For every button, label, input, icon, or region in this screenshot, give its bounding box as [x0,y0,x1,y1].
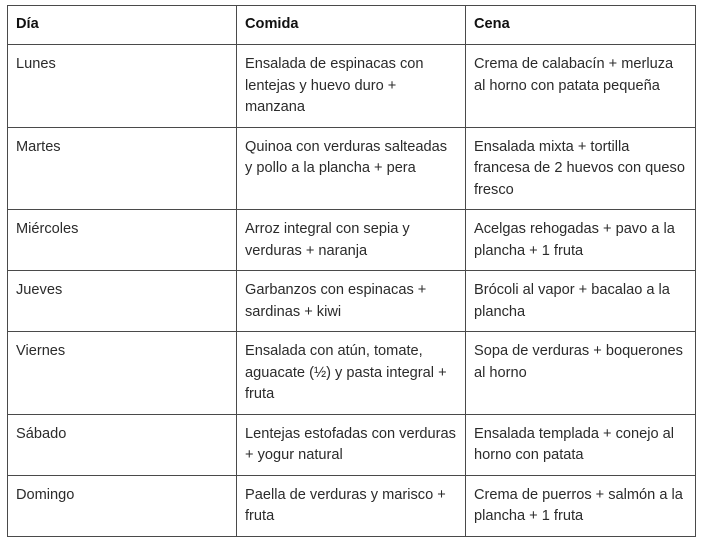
day-cell: Viernes [8,332,237,415]
dinner-cell: Ensalada mixta + tortilla francesa de 2 huevos con queso fresco [466,127,696,210]
lunch-cell: Arroz integral con sepia y verduras + naranja [237,210,466,271]
dinner-cell: Acelgas rehogadas + pavo a la plancha + 1 fruta [466,210,696,271]
day-cell: Jueves [8,271,237,332]
day-cell: Martes [8,127,237,210]
table-row [8,475,696,536]
day-cell: Miércoles [8,210,237,271]
table-body [8,45,696,537]
table-row [8,332,696,415]
lunch-cell: Garbanzos con espinacas + sardinas + kiwi [237,271,466,332]
table-row [8,271,696,332]
header-lunch: Comida [237,6,466,45]
lunch-cell: Lentejas estofadas con verduras + yogur natural [237,414,466,475]
dinner-cell: Crema de puerros + salmón a la plancha + 1 fruta [466,475,696,536]
day-cell: Domingo [8,475,237,536]
table-header [8,6,696,45]
day-cell: Sábado [8,414,237,475]
lunch-cell: Paella de verduras y marisco + fruta [237,475,466,536]
dinner-cell: Crema de calabacín + merluza al horno con patata pequeña [466,45,696,128]
header-row [8,6,696,45]
lunch-cell: Ensalada con atún, tomate, aguacate (½) y pasta integral + fruta [237,332,466,415]
dinner-cell: Sopa de verduras + boquerones al horno [466,332,696,415]
dinner-cell: Brócoli al vapor + bacalao a la plancha [466,271,696,332]
table-row [8,45,696,128]
header-dinner: Cena [466,6,696,45]
header-day: Día [8,6,237,45]
lunch-cell: Quinoa con verduras salteadas y pollo a la plancha + pera [237,127,466,210]
table-row [8,414,696,475]
table-row [8,127,696,210]
table-row [8,210,696,271]
dinner-cell: Ensalada templada + conejo al horno con patata [466,414,696,475]
lunch-cell: Ensalada de espinacas con lentejas y huevo duro + manzana [237,45,466,128]
day-cell: Lunes [8,45,237,128]
meal-plan-table [7,5,696,537]
